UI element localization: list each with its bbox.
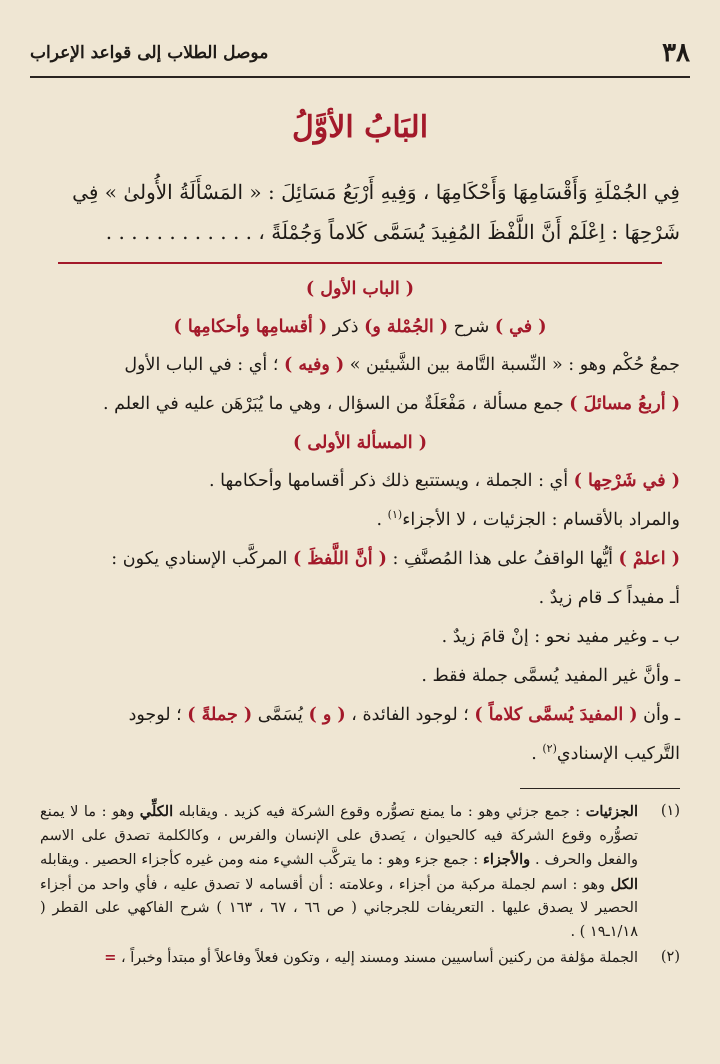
text-span: ـ وأن bbox=[637, 705, 680, 725]
text-span: : جمع جزء وهو : ما يتركَّب الشيء منه ومن غيره كأجزاء الحصير . ويقابله bbox=[40, 852, 484, 868]
quoted-term: ( في شَرْحِها ) bbox=[573, 471, 680, 491]
footnote-number: (٢) bbox=[660, 949, 680, 965]
book-title: موصل الطلاب إلى قواعد الإعراب bbox=[30, 43, 269, 63]
text-span: ؛ لوجود الفائدة ، bbox=[345, 705, 475, 725]
commentary-line bbox=[40, 696, 680, 735]
text-span: شرح bbox=[448, 317, 495, 337]
quoted-term: ( أقسامِها وأحكامِها ) bbox=[173, 317, 328, 337]
chapter-title: البَابُ الأوَّلُ bbox=[291, 110, 429, 145]
matn-text bbox=[40, 172, 680, 252]
text-span: ؛ أي : في الباب الأول bbox=[124, 355, 284, 375]
quoted-term: ( و ) bbox=[308, 705, 346, 725]
commentary-line bbox=[40, 501, 680, 540]
text-span: وهو : اسم لجملة مركبة من أجزاء ، وعلامته : أن أقسامه لا تصدق عليه ، فأي واحد من أجزاء الحصير لا يصدق عليها . التعريفات للجرجاني ( ص ٦٦ ، ٦٧ ، ١٦٣ ) شرح الفاكهي على القطر ( ١/١٨ـ١٩ ) . bbox=[40, 876, 638, 940]
quoted-term: ( في ) bbox=[494, 317, 547, 337]
quoted-term: ( أنَّ اللَّفظَ ) bbox=[292, 549, 387, 569]
commentary-subheading bbox=[40, 308, 680, 346]
footnotes bbox=[40, 800, 680, 971]
commentary-line bbox=[40, 385, 680, 424]
commentary-line: ب ـ وغير مفيد نحو : إنْ قامَ زيدٌ . bbox=[441, 627, 680, 647]
footnote-number: (١) bbox=[660, 803, 680, 819]
text-span: ذكر bbox=[327, 317, 365, 337]
commentary-heading: ( المسألة الأولى ) bbox=[292, 433, 428, 453]
text-span: أيُّها الواقفُ على هذا المُصنَّفِ : bbox=[386, 549, 619, 569]
page-number: ٣٨ bbox=[662, 38, 690, 68]
text-span: التَّركيب الإسنادي bbox=[556, 744, 680, 764]
footnote-keyword: والأجزاء bbox=[483, 851, 531, 868]
commentary-heading: ( الباب الأول ) bbox=[305, 279, 415, 299]
text-span: . bbox=[531, 744, 543, 764]
text-span: والمراد بالأقسام : الجزئيات ، لا الأجزاء bbox=[402, 510, 680, 530]
commentary-line bbox=[40, 540, 680, 579]
text-span: يُسَمَّى bbox=[257, 705, 303, 725]
quoted-term: ( الجُمْلة و) bbox=[364, 317, 449, 337]
footnote-body bbox=[40, 946, 638, 971]
page-header bbox=[30, 30, 690, 78]
footnote-keyword: الكلِّي bbox=[139, 803, 174, 820]
matn-line: فِي الجُمْلَةِ وَأَقْسَامِهَا وَأَحْكَامِهَا ، وَفِيهِ أَرْبَعُ مَسَائِلَ : « المَسْأَلَةُ الأُولىٰ » فِي bbox=[72, 180, 680, 204]
footnote bbox=[40, 946, 680, 971]
quoted-term: ( المفيدَ يُسمَّى كلاماً ) bbox=[474, 705, 638, 725]
text-span: جمعُ حُكْم وهو : « النِّسبة التَّامة بين الشَّيئين » bbox=[344, 355, 680, 375]
footnote-divider bbox=[520, 788, 680, 789]
footnote-keyword: الجزئيات bbox=[585, 803, 638, 820]
quoted-term: ( وفيه ) bbox=[283, 355, 345, 375]
continuation-mark: = bbox=[104, 949, 117, 966]
commentary-line bbox=[40, 735, 680, 774]
section-divider bbox=[58, 262, 662, 264]
text-span: جمع مسألة ، مَفْعَلَةٌ من السؤال ، وهي ما يُبَرْهَن عليه في العلم . bbox=[102, 394, 570, 414]
footnote-ref[interactable]: (١) bbox=[387, 508, 403, 522]
footnote bbox=[40, 800, 680, 944]
commentary-line: أـ مفيداً كـ قام زيدٌ . bbox=[538, 588, 680, 608]
quoted-term: ( اعلمْ ) bbox=[618, 549, 680, 569]
text-span: أي : الجملة ، ويستتبع ذلك ذكر أقسامها وأحكامها . bbox=[209, 471, 574, 491]
commentary-line bbox=[40, 346, 680, 385]
text-span: ؛ لوجود bbox=[128, 705, 188, 725]
text-span: : جمع جزئي وهو : ما يمنع تصوُّره وقوع الشركة فيه كزيد . ويقابله bbox=[173, 804, 586, 820]
quoted-term: ( جملةً ) bbox=[187, 705, 253, 725]
text-span: . bbox=[376, 510, 388, 530]
footnote-body bbox=[40, 800, 638, 944]
commentary-line bbox=[40, 462, 680, 501]
footnote-keyword: الكل bbox=[610, 875, 638, 893]
text-span: وهو : ما لا يمنع تصوُّره وقوع الشركة فيه كالحيوان ، يَصدق على الإنسان والفرس ، وكالكلمة تصدق على الاسم والفعل والحرف . bbox=[40, 804, 638, 868]
text-span: الجملة مؤلفة من ركنين أساسيين مسند ومسند إليه ، وتكون فعلاً وفاعلاً أو مبتدأ وخبراً ، bbox=[116, 950, 638, 966]
text-span: المركَّب الإسنادي يكون : bbox=[111, 549, 293, 569]
matn-line: شَرْحِهَا : اِعْلَمْ أَنَّ اللَّفْظَ المُفِيدَ يُسَمَّى كَلاماً وَجُمْلَةً ، . . . . . . . . . . . . bbox=[105, 220, 680, 244]
footnote-ref[interactable]: (٢) bbox=[542, 742, 557, 756]
quoted-term: ( أربعُ مسائلَ ) bbox=[569, 394, 680, 414]
commentary bbox=[40, 270, 680, 774]
commentary-line: ـ وأنَّ غير المفيد يُسمَّى جملة فقط . bbox=[421, 666, 680, 686]
